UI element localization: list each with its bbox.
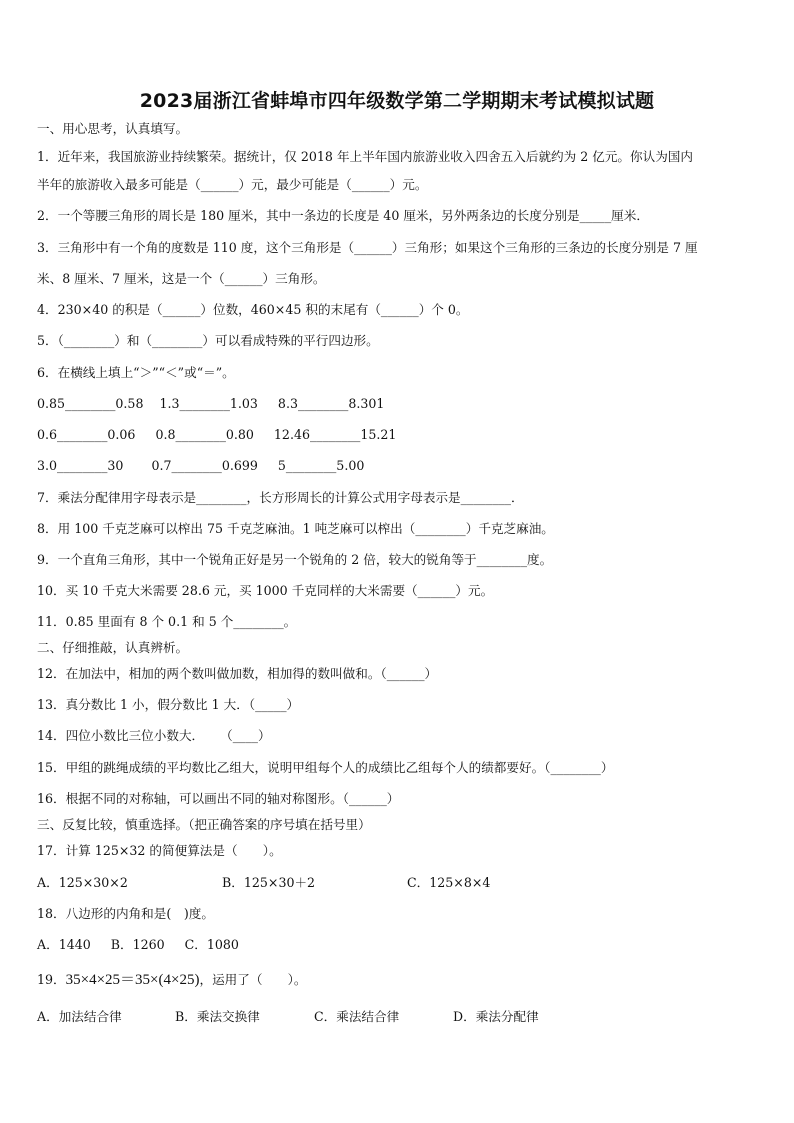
section-heading-2: 二、仔细推敲，认真辨析。: [37, 640, 189, 655]
question-17: 17．计算 125×32 的简便算法是（ ）。: [37, 843, 282, 858]
question-12: 12．在加法中，相加的两个数叫做加数，相加得的数叫做和。（______）: [37, 666, 438, 681]
section-heading-1: 一、用心思考，认真填写。: [37, 121, 189, 136]
question-3-line-2: 米、8 厘米、7 厘米，这是一个（______）三角形。: [37, 271, 326, 286]
question-18: 18．八边形的内角和是( )度。: [37, 906, 214, 921]
question-11: 11．0.85 里面有 8 个 0.1 和 5 个________。: [37, 614, 297, 629]
page-title: 2023届浙江省蚌埠市四年级数学第二学期期末考试模拟试题: [139, 90, 655, 112]
question-19-option-d: D．乘法分配律: [453, 1009, 539, 1024]
question-13: 13．真分数比 1 小，假分数比 1 大．（_____）: [37, 697, 300, 712]
question-6-row-3: 3.0________30 0.7________0.699 5________5.00: [37, 458, 365, 473]
question-9: 9．一个直角三角形，其中一个锐角正好是另一个锐角的 2 倍，较大的锐角等于________度。: [37, 552, 553, 567]
question-19-number: 19．: [37, 972, 66, 987]
section-heading-3: 三、反复比较，慎重选择。（把正确答案的序号填在括号里）: [37, 817, 371, 832]
question-17-option-b: B．125×30＋2: [222, 875, 316, 890]
question-6-row-1: 0.85________0.58 1.3________1.03 8.3________8.301: [37, 396, 385, 411]
question-19-equation: 35×4×25＝35×(4×25): [65, 972, 200, 988]
question-19-option-c: C．乘法结合律: [314, 1009, 400, 1024]
question-10: 10．买 10 千克大米需要 28.6 元，买 1000 千克同样的大米需要（______）元。: [37, 583, 494, 598]
question-5: 5．（________）和（________）可以看成特殊的平行四边形。: [37, 333, 379, 348]
question-3-line-1: 3．三角形中有一个角的度数是 110 度，这个三角形是（______）三角形；如果这个三角形的三条边的长度分别是 7 厘: [37, 240, 698, 255]
question-1-line-2: 半年的旅游收入最多可能是（______）元，最少可能是（______）元。: [37, 177, 428, 192]
question-17-option-a: A．125×30×2: [37, 875, 128, 890]
question-2: 2．一个等腰三角形的周长是 180 厘米，其中一条边的长度是 40 厘米，另外两条边的长度分别是_____厘米．: [37, 208, 649, 223]
question-8: 8．用 100 千克芝麻可以榨出 75 千克芝麻油。1 吨芝麻可以榨出（________）千克芝麻油。: [37, 521, 554, 536]
question-7: 7．乘法分配律用字母表示是________，长方形周长的计算公式用字母表示是________．: [37, 490, 524, 505]
question-6-row-2: 0.6________0.06 0.8________0.80 12.46________15.21: [37, 427, 397, 442]
question-17-option-c: C．125×8×4: [407, 875, 491, 890]
question-6: 6．在横线上填上“＞”“＜”或“＝”。: [37, 365, 235, 380]
question-19-option-b: B．乘法交换律: [175, 1009, 260, 1024]
question-4: 4．230×40 的积是（______）位数，460×45 积的末尾有（______）个 0。: [37, 302, 469, 317]
question-19-prompt: ，运用了（ ）。: [199, 972, 307, 987]
question-15: 15．甲组的跳绳成绩的平均数比乙组大，说明甲组每个人的成绩比乙组每个人的绩都要好。（________）: [37, 760, 614, 775]
question-16: 16．根据不同的对称轴，可以画出不同的轴对称图形。（______）: [37, 791, 400, 806]
question-18-options: A．1440 B．1260 C．1080: [37, 937, 239, 952]
question-14: 14．四位小数比三位小数大． （____）: [37, 728, 271, 743]
question-1-line-1: 1．近年来，我国旅游业持续繁荣。据统计，仅 2018 年上半年国内旅游业收入四舍五入后就约为 2 亿元。你认为国内: [37, 149, 693, 164]
question-19: [37, 971, 307, 989]
question-19-option-a: A．加法结合律: [37, 1009, 122, 1024]
